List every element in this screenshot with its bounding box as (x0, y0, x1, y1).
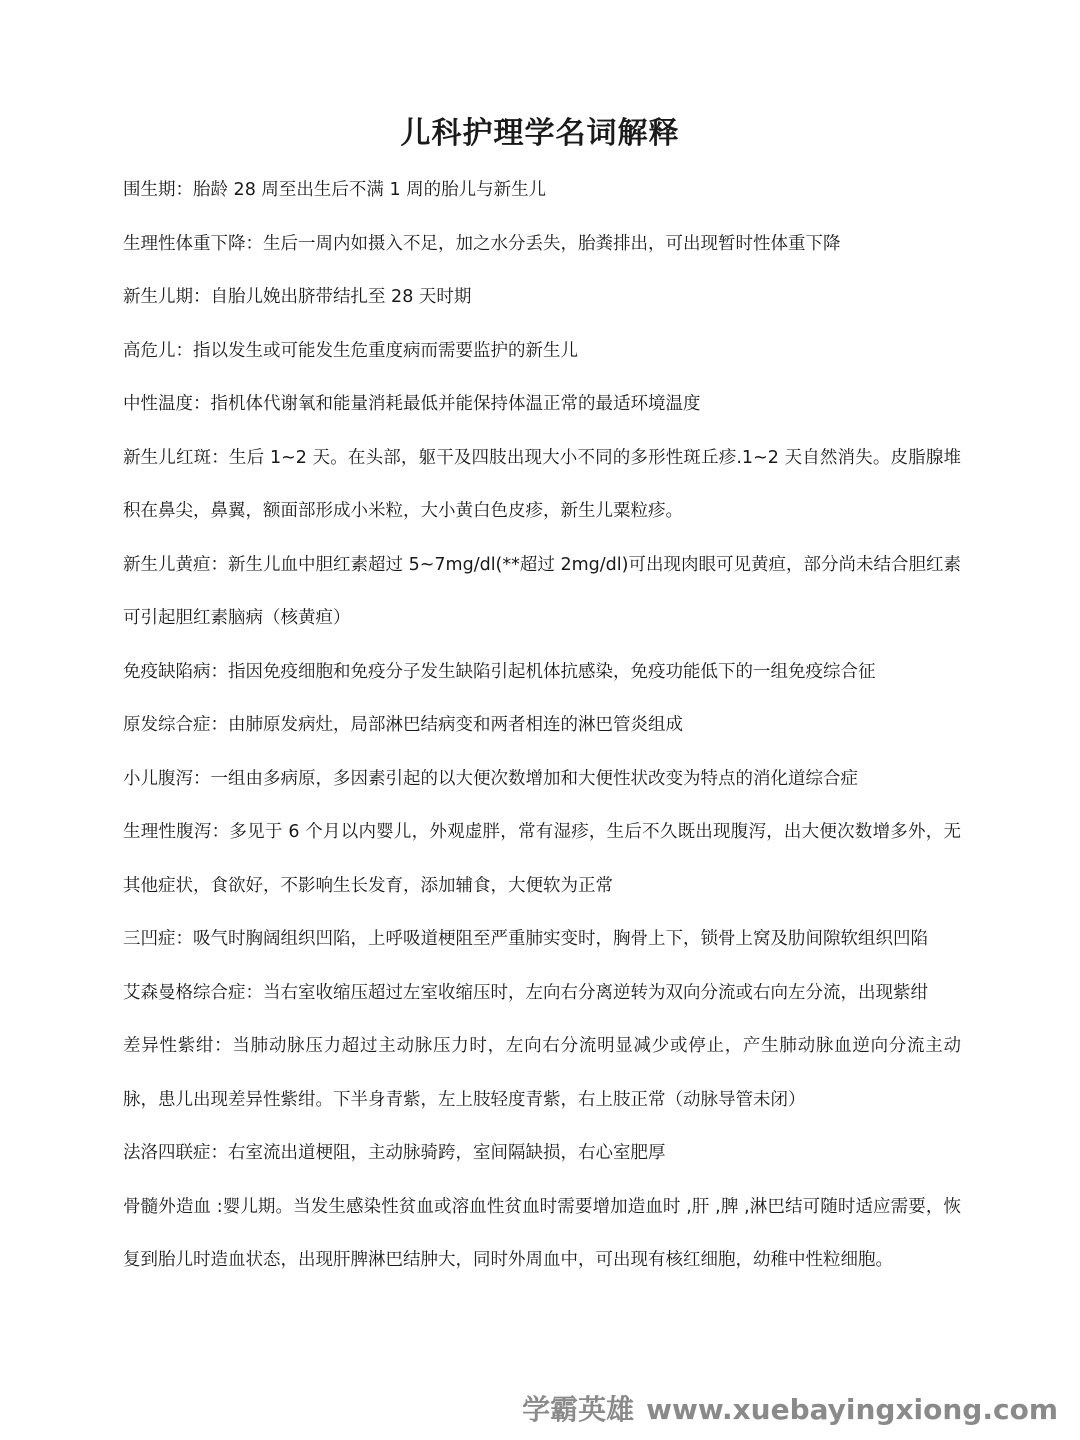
glossary-entry: 三凹症：吸气时胸阔组织凹陷，上呼吸道梗阻至严重肺实变时，胸骨上下，锁骨上窝及肋间隙软组织凹陷 (123, 929, 928, 949)
glossary-entry: 免疫缺陷病：指因免疫细胞和免疫分子发生缺陷引起机体抗感染，免疫功能低下的一组免疫综合征 (123, 661, 876, 682)
glossary-entry: 新生儿红斑：生后 1~2 天。在头部，躯干及四肢出现大小不同的多形性斑丘疹.1~2 天自然消失。皮脂腺堆积在鼻尖，鼻翼，额面部形成小米粒，大小黄白色皮疹，新生儿粟粒疹。 (123, 447, 961, 521)
glossary-entry: 差异性紫绀：当肺动脉压力超过主动脉压力时，左向右分流明显减少或停止，产生肺动脉血逆向分流主动脉，患儿出现差异性紫绀。下半身青紫，左上肢轻度青紫，右上肢正常（动脉导管未闭） (123, 1036, 961, 1110)
glossary-entry: 新生儿期：自胎儿娩出脐带结扎至 28 天时期 (123, 287, 472, 307)
glossary-entry: 艾森曼格综合症：当右室收缩压超过左室收缩压时，左向右分离逆转为双向分流或右向左分流，出现紫绀 (123, 982, 928, 1003)
document-title: 儿科护理学名词解释 (400, 116, 680, 151)
glossary-entry: 小儿腹泻：一组由多病原，多因素引起的以大便次数增加和大便性状改变为特点的消化道综合症 (123, 768, 858, 789)
glossary-entry: 原发综合症：由肺原发病灶，局部淋巴结病变和两者相连的淋巴管炎组成 (123, 715, 683, 735)
glossary-entry: 中性温度：指机体代谢氧和能量消耗最低并能保持体温正常的最适环境温度 (123, 394, 701, 414)
watermark-footer (522, 1388, 1058, 1438)
glossary-entry: 法洛四联症：右室流出道梗阻，主动脉骑跨，室间隔缺损，右心室肥厚 (123, 1143, 666, 1163)
watermark-brand: 学霸英雄 (522, 1393, 635, 1426)
glossary-list (123, 164, 961, 1288)
glossary-entry: 围生期：胎龄 28 周至出生后不满 1 周的胎儿与新生儿 (123, 180, 547, 200)
glossary-entry: 新生儿黄疸：新生儿血中胆红素超过 5~7mg/dl(**超过 2mg/dl)可出现肉眼可见黄疸，部分尚未结合胆红素可引起胆红素脑病（核黄疸） (123, 554, 961, 628)
glossary-entry: 骨髓外造血 :婴儿期。当发生感染性贫血或溶血性贫血时需要增加造血时 ,肝 ,脾 ,淋巴结可随时适应需要，恢复到胎儿时造血状态，出现肝脾淋巴结肿大，同时外周血中，可出现有核红细胞，幼稚中性粒细胞。 (123, 1196, 961, 1270)
glossary-entry: 高危儿：指以发生或可能发生危重度病而需要监护的新生儿 (123, 340, 578, 361)
glossary-entry: 生理性体重下降：生后一周内如摄入不足，加之水分丢失，胎粪排出，可出现暂时性体重下降 (123, 233, 841, 254)
glossary-entry: 生理性腹泻：多见于 6 个月以内婴儿，外观虚胖，常有湿疹，生后不久既出现腹泻，出大便次数增多外，无其他症状，食欲好，不影响生长发育，添加辅食，大便软为正常 (123, 822, 961, 896)
watermark-url: www.xuebayingxiong.com (646, 1393, 1058, 1426)
